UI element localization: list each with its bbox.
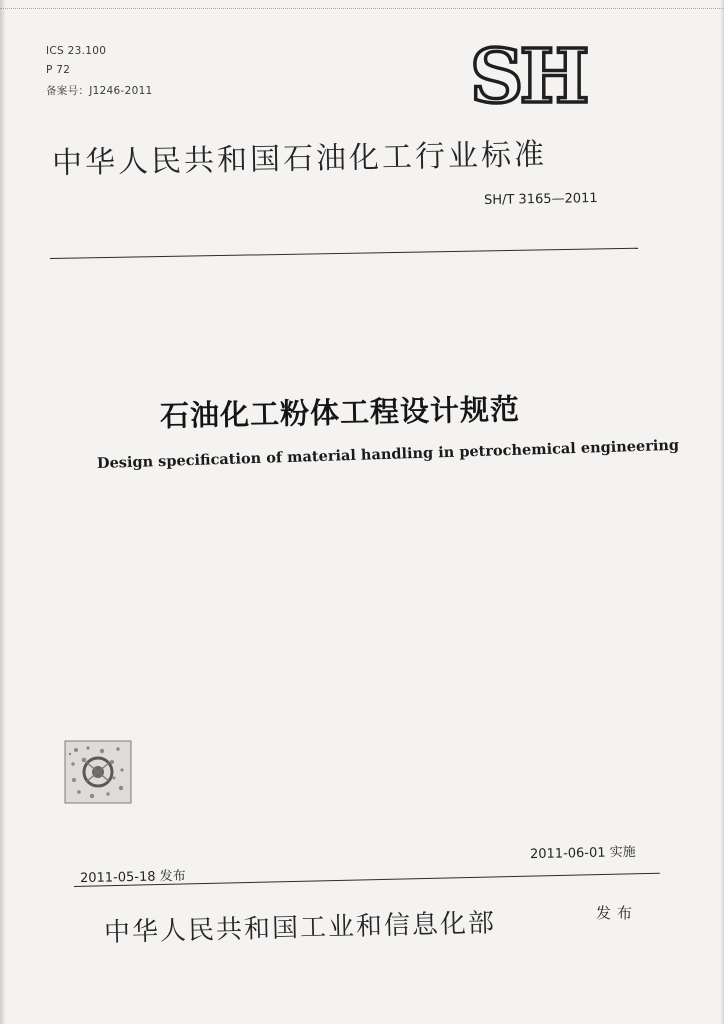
scan-top-edge [0,8,724,9]
standard-title-en: Design specification of material handling in petrochemical engineering [96,436,680,472]
ics-code: ICS 23.100 [46,45,107,57]
implementation-date: 2011-06-01 实施 [529,844,636,863]
category-code: P 72 [46,64,71,76]
filing-number: 备案号：J1246-2011 [46,85,153,97]
issuing-authority: 中华人民共和国工业和信息化部 [103,908,497,948]
issue-date: 2011-05-18 发布 [79,868,186,887]
standard-code: SH/T 3165—2011 [483,191,598,208]
publish-label: 发布 [596,904,639,922]
industry-standard-title: 中华人民共和国石油化工行业标准 [51,137,548,181]
sh-logo-text: SH [470,36,586,114]
sh-logo [468,36,616,114]
scan-edge-right [720,0,724,1024]
scan-edge-left [0,0,6,1024]
hologram-stamp-icon [64,740,132,804]
divider-top [50,248,638,259]
standard-title-cn: 石油化工粉体工程设计规范 [159,392,521,433]
